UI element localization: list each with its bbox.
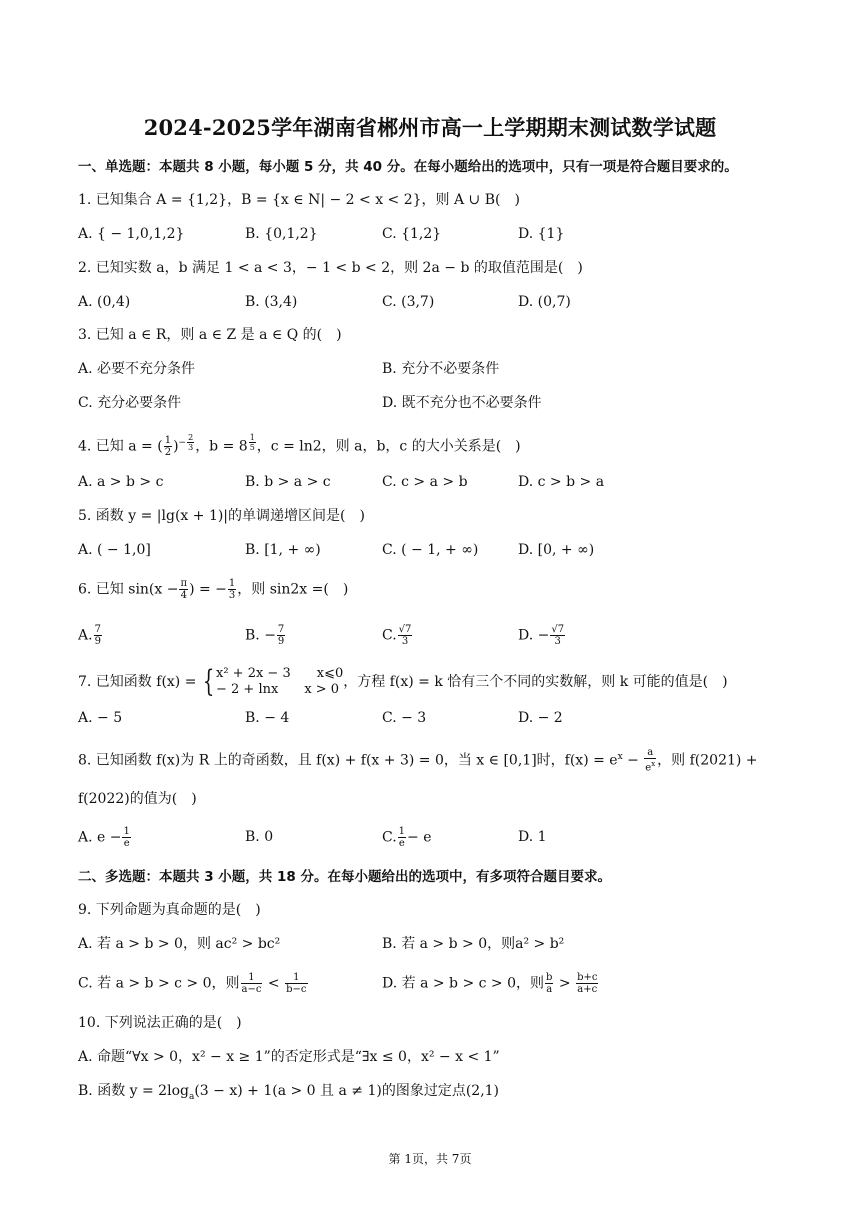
q7-option-d: D. − 2 [518, 710, 563, 726]
q5-option-d: D. [0, + ∞) [518, 542, 595, 558]
q8-option-a: A. e − $\frac{1}{e}$ [78, 826, 130, 849]
q6-option-a: A. $\frac{7}{9}$ [78, 624, 101, 647]
question-9: 9. 下列命题为真命题的是( ) [78, 902, 261, 918]
section-1-heading: 一、单选题：本题共 8 小题，每小题 5 分，共 40 分。在每小题给出的选项中，只有一项是符合题目要求的。 [78, 159, 738, 175]
question-3: 3. 已知 a ∈ R，则 a ∈ Z 是 a ∈ Q 的( ) [78, 327, 342, 343]
question-8-line-1: 8. 已知函数 f(x)为 R 上的奇函数，且 f(x) + f(x + 3) = 0，当 x ∈ [0,1]时，$f(x) = e^x$ − $\frac{a}{e^x}$ ，则 f(2021) + [78, 747, 758, 774]
q9-option-a: A. 若 a > b > 0，则 ac² > bc² [78, 936, 281, 952]
q5-option-a: A. ( − 1,0] [78, 542, 151, 558]
q4-option-a: A. a > b > c [78, 474, 164, 490]
question-8-line-2: f(2022)的值为( ) [78, 791, 197, 807]
brace-symbol: { [202, 664, 215, 699]
q7-option-b: B. − 4 [245, 710, 290, 726]
question-10: 10. 下列说法正确的是( ) [78, 1015, 242, 1031]
q8-option-d: D. 1 [518, 829, 547, 845]
q9-option-d: D. 若 a > b > c > 0，则 $\frac{b}{a}$ > $\frac{b+c}{a+c}$ [382, 972, 598, 995]
q6-option-b: B. − $\frac{7}{9}$ [245, 624, 285, 647]
question-6: 6. 已知 sin(x − $\frac{\pi}{4}$ ) = − $\frac{1}{3}$ ，则 sin2x =( ) [78, 578, 349, 601]
question-5: 5. 函数 y = |lg(x + 1)|的单调递增区间是( ) [78, 508, 365, 524]
q4-option-d: D. c > b > a [518, 474, 605, 490]
q5-option-b: B. [1, + ∞) [245, 542, 321, 558]
q1-option-a: A. { − 1,0,1,2} [78, 226, 185, 242]
question-2: 2. 已知实数 a，b 满足 1 < a < 3，− 1 < b < 2，则 2a − b 的取值范围是( ) [78, 260, 583, 276]
q4-option-b: B. b > a > c [245, 474, 331, 490]
q7-option-c: C. − 3 [382, 710, 427, 726]
q2-option-d: D. (0,7) [518, 294, 571, 310]
fraction: $\frac{1}{2}$ [164, 435, 172, 459]
q2-option-b: B. (3,4) [245, 294, 298, 310]
q4-option-c: C. c > a > b [382, 474, 468, 490]
q10-option-a: A. 命题“∀x > 0，x² − x ≥ 1”的否定形式是“∃x ≤ 0，x² − x < 1” [78, 1049, 500, 1065]
q1-option-b: B. {0,1,2} [245, 226, 318, 242]
q5-option-c: C. ( − 1, + ∞) [382, 542, 479, 558]
q4-text-start: 4. 已知 a = ( [78, 438, 163, 455]
question-4: 4. 已知 a = ( $\frac{1}{2}$ )$^{- \frac{2}{3}}$ ，b = 8 $^{\frac{1}{5}}$ ，c = ln2，则 a，b，c 的大小关系是( ) [78, 433, 521, 459]
page-footer: 第 1页，共 7页 [388, 1152, 472, 1166]
q8-option-c: C. $\frac{1}{e}$ − e [382, 826, 432, 849]
piecewise-cases: x² + 2x − 3 x⩽0 − 2 + lnx x > 0 [216, 666, 344, 697]
q9-option-b: B. 若 a > b > 0，则a² > b² [382, 936, 565, 952]
question-1: 1. 已知集合 A = {1,2}，B = {x ∈ N| − 2 < x < 2}，则 A ∪ B( ) [78, 192, 520, 208]
q9-option-c: C. 若 a > b > c > 0，则 $\frac{1}{a-c}$ < $\frac{1}{b-c}$ [78, 972, 307, 995]
page-title: 2024-2025学年湖南省郴州市高一上学期期末测试数学试题 [143, 115, 717, 140]
q3-option-d: D. 既不充分也不必要条件 [382, 395, 542, 411]
q3-option-a: A. 必要不充分条件 [78, 361, 196, 377]
q2-option-c: C. (3,7) [382, 294, 435, 310]
q8-option-b: B. 0 [245, 829, 274, 845]
q7-option-a: A. − 5 [78, 710, 123, 726]
q1-option-c: C. {1,2} [382, 226, 442, 242]
q3-option-c: C. 充分必要条件 [78, 395, 182, 411]
q10-option-b: B. 函数 $y = 2\log_a(3 - x) + 1(a > 0$ 且 a ≠ 1)的图象过定点(2,1) [78, 1083, 500, 1102]
q1-option-d: D. {1} [518, 226, 565, 242]
q4-text-mid: ，b = 8 [195, 438, 248, 455]
question-7: 7. 已知函数 f(x) = { x² + 2x − 3 x⩽0 − 2 + lnx x > 0 ，方程 f(x) = k 恰有三个不同的实数解，则 k 可能的值是( ) [78, 664, 728, 699]
q4-text-end: ，c = ln2，则 a，b，c 的大小关系是( ) [256, 438, 521, 455]
q6-option-d: D. − $\frac{√7}{3}$ [518, 624, 565, 647]
q6-option-c: C. $\frac{√7}{3}$ [382, 624, 412, 647]
section-2-heading: 二、多选题：本题共 3 小题，共 18 分。在每小题给出的选项中，有多项符合题目要求。 [78, 869, 611, 885]
q2-option-a: A. (0,4) [78, 294, 131, 310]
q3-option-b: B. 充分不必要条件 [382, 361, 500, 377]
